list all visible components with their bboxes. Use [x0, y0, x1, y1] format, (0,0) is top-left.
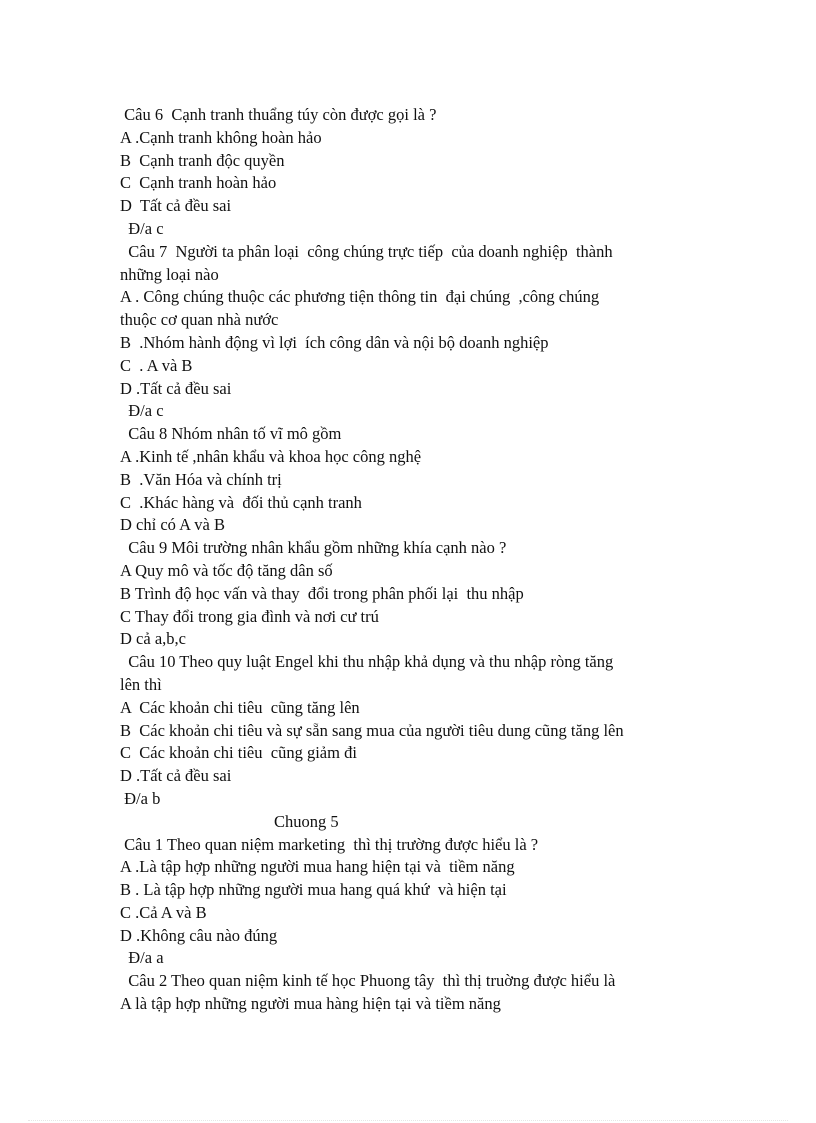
chapter5-question-2-option-a: A là tập hợp những người mua hàng hiện tại và tiềm năng [120, 994, 501, 1014]
question-8-option-b: B .Văn Hóa và chính trị [120, 469, 282, 489]
page-bottom-divider [28, 1120, 788, 1121]
question-6-option-a: A .Cạnh tranh không hoàn hảo [120, 127, 322, 147]
chapter-heading: Chuong 5 [274, 811, 339, 831]
document-body [120, 104, 780, 1016]
question-9-option-d: D cả a,b,c [120, 629, 186, 649]
question-7-option-a-cont: thuộc cơ quan nhà nước [120, 310, 279, 330]
question-8-option-c: C .Khác hàng và đối thủ cạnh tranh [120, 492, 362, 512]
chapter5-question-2-prompt: Câu 2 Theo quan niệm kinh tế học Phuong tây thì thị truờng được hiểu là [120, 971, 616, 991]
question-8-option-a: A .Kinh tế ,nhân khẩu và khoa học công nghệ [120, 446, 422, 466]
question-7-prompt-cont: những loại nào [120, 264, 219, 284]
chapter5-question-1-answer: Đ/a a [120, 948, 164, 968]
question-6-answer: Đ/a c [120, 218, 164, 238]
chapter5-question-1-option-c: C .Cả A và B [120, 902, 207, 922]
question-10-answer: Đ/a b [120, 788, 161, 808]
question-10-option-c: C Các khoản chi tiêu cũng giảm đi [120, 743, 357, 763]
question-6-option-c: C Cạnh tranh hoàn hảo [120, 173, 277, 193]
chapter5-question-1-option-b: B . Là tập hợp những người mua hang quá khứ và hiện tại [120, 880, 507, 900]
question-9-prompt: Câu 9 Môi trường nhân khẩu gồm những khía cạnh nào ? [120, 538, 507, 558]
question-10-option-d: D .Tất cả đều sai [120, 766, 232, 786]
question-6-option-b: B Cạnh tranh độc quyền [120, 150, 285, 170]
chapter5-question-1-option-a: A .Là tập hợp những người mua hang hiện tại và tiềm năng [120, 857, 515, 877]
question-10-option-b: B Các khoản chi tiêu và sự sẵn sang mua của người tiêu dung cũng tăng lên [120, 720, 624, 740]
question-7-prompt: Câu 7 Người ta phân loại công chúng trực tiếp của doanh nghiệp thành [120, 241, 613, 261]
chapter5-question-1-option-d: D .Không câu nào đúng [120, 925, 278, 945]
question-9-option-b: B Trình độ học vấn và thay đổi trong phân phối lại thu nhập [120, 583, 524, 603]
question-9-option-c: C Thay đổi trong gia đình và nơi cư trú [120, 606, 379, 626]
question-7-option-a: A . Công chúng thuộc các phương tiện thông tin đại chúng ,công chúng [120, 287, 600, 307]
question-10-option-a: A Các khoản chi tiêu cũng tăng lên [120, 697, 360, 717]
question-7-option-c: C . A và B [120, 355, 193, 375]
question-9-option-a: A Quy mô và tốc độ tăng dân số [120, 560, 333, 580]
chapter5-question-1-prompt: Câu 1 Theo quan niệm marketing thì thị trường được hiểu là ? [120, 834, 539, 854]
question-7-option-b: B .Nhóm hành động vì lợi ích công dân và nội bộ doanh nghiệp [120, 332, 549, 352]
question-7-option-d: D .Tất cả đều sai [120, 378, 232, 398]
question-8-option-d: D chỉ có A và B [120, 515, 225, 535]
question-6-prompt: Câu 6 Cạnh tranh thuẩng túy còn được gọi là ? [120, 105, 437, 124]
question-7-answer: Đ/a c [120, 401, 164, 421]
question-6-option-d: D Tất cả đều sai [120, 196, 232, 216]
question-8-prompt: Câu 8 Nhóm nhân tố vĩ mô gồm [120, 424, 342, 444]
question-10-prompt-cont: lên thì [120, 674, 162, 694]
question-10-prompt: Câu 10 Theo quy luật Engel khi thu nhập khả dụng và thu nhập ròng tăng [120, 652, 614, 672]
